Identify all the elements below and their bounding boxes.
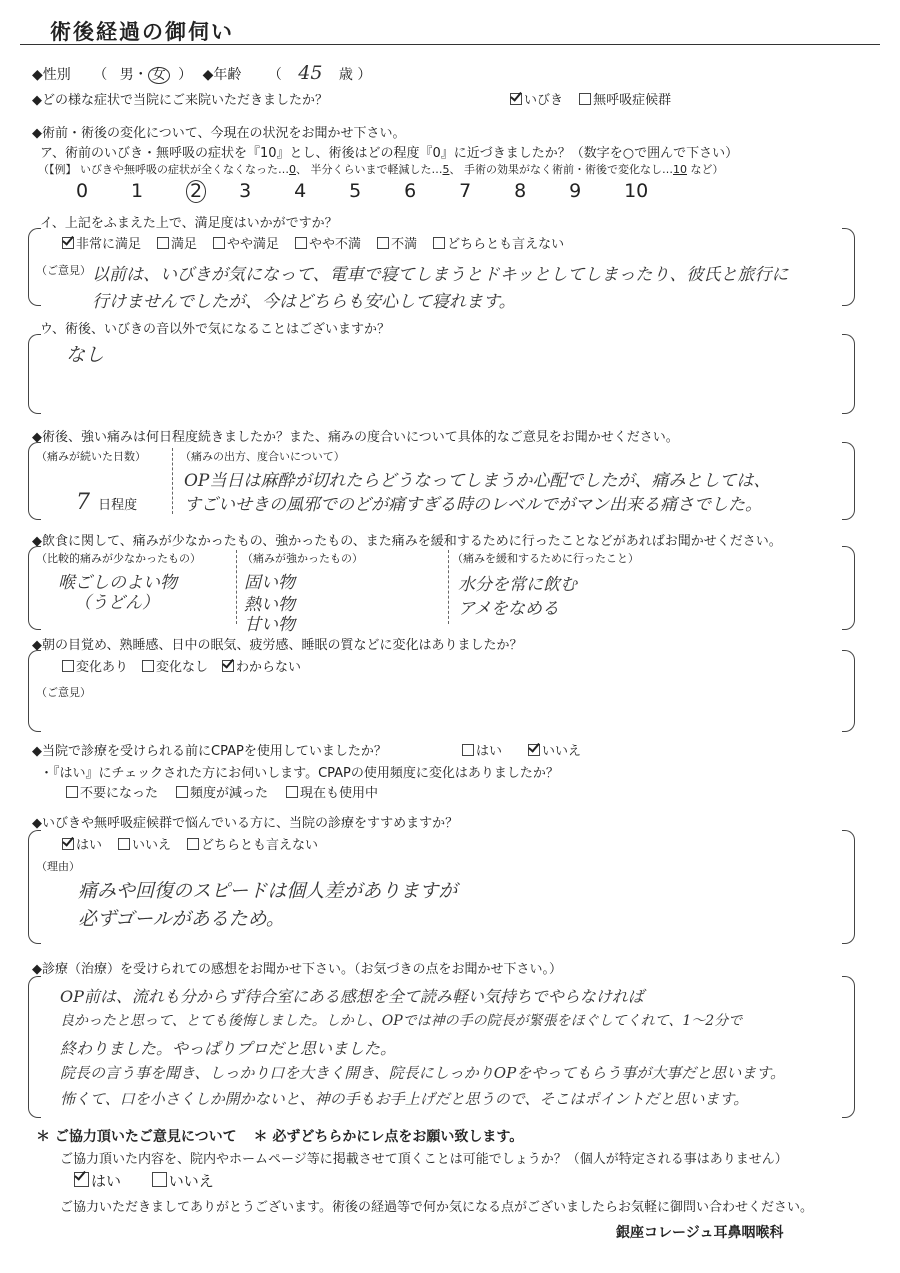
symptom-option-apnea[interactable] (579, 93, 671, 108)
recommend-option-label: はい (76, 838, 103, 853)
diet-relief-label: （痛みを緩和するために行ったこと） (452, 552, 639, 565)
diet-strong-item-2: 熱い物 (244, 595, 295, 615)
age-unit: 歳 ） (338, 67, 372, 83)
scale-number-9[interactable]: 9 (569, 180, 582, 202)
gender-dot: ・ (133, 67, 148, 83)
consent-question: ご協力頂いた内容を、院内やホームページ等に掲載させて頂くことは可能でしょうか？（個人が特定される事はありません） (60, 1152, 788, 1167)
sleep-question: ◆朝の目覚め、熟睡感、日中の眠気、疲労感、睡眠の質などに変化はありましたか？ (32, 638, 523, 653)
example-mid: 、 半分くらいまで軽減した… (296, 163, 443, 176)
checkbox-snoring[interactable] (510, 93, 522, 105)
satisfaction-option-4[interactable] (295, 237, 361, 252)
satisfaction-options (62, 233, 580, 252)
sleep-option-3[interactable] (222, 660, 301, 675)
profile-row (32, 62, 371, 84)
gender-label: ◆性別 (32, 67, 71, 83)
consent-options (74, 1170, 214, 1191)
symptom-option-snoring[interactable] (510, 93, 563, 108)
age-label: ◆年齢 (202, 67, 242, 83)
cpap-sub-checkbox-3[interactable] (286, 786, 298, 798)
satisfaction-opinion-line2: 行けませんでしたが、今はどちらも安心して寝れます。 (92, 292, 516, 312)
cpap-option-label: いいえ (542, 744, 582, 759)
recommend-option-label: どちらとも言えない (201, 838, 319, 853)
scale-number-7[interactable]: 7 (459, 180, 472, 202)
symptom-option-apnea-label: 無呼吸症候群 (593, 93, 672, 108)
cpap-sub-option-label: 現在も使用中 (300, 786, 379, 801)
symptom-options (510, 89, 671, 108)
change-question: ◆術前・術後の変化について、今現在の状況をお聞かせ下さい。 (32, 126, 406, 141)
satisfaction-opinion-label: （ご意見） (36, 264, 91, 277)
consent-heading-b: ＊ 必ずどちらかにレ点をお願い致します。 (253, 1129, 524, 1145)
cpap-option-1[interactable] (462, 744, 502, 759)
consent-option-yes-label: はい (91, 1172, 122, 1190)
cpap-sub-options (66, 782, 396, 801)
recommend-reason-line1: 痛みや回復のスピードは個人差がありますが (78, 880, 458, 902)
recommend-checkbox-1[interactable] (62, 838, 74, 850)
concern-bracket-left (28, 334, 41, 414)
satisfaction-option-label: どちらとも言えない (447, 237, 565, 252)
age-value[interactable]: 45 (298, 62, 323, 84)
recommend-option-2[interactable] (118, 838, 171, 853)
sleep-opinion-label: （ご意見） (36, 686, 91, 699)
recommend-question: ◆いびきや無呼吸症候群で悩んでいる方に、当院の診療をすすめますか？ (32, 816, 459, 831)
impression-question: ◆診療（治療）を受けられての感想をお聞かせ下さい。（お気づきの点をお聞かせ下さい。） (32, 962, 562, 977)
impression-line-5: 怖くて、口を小さくしか開かないと、神の手もお手上げだと思うので、そこはポイントだと思います。 (60, 1090, 749, 1108)
scale-number-5[interactable]: 5 (349, 180, 362, 202)
diet-less-line1: 喉ごしのよい物 (58, 573, 177, 593)
example-post: など） (687, 163, 724, 176)
cpap-sub-checkbox-2[interactable] (176, 786, 188, 798)
sleep-bracket-right (842, 650, 855, 732)
satisfaction-checkbox-2[interactable] (157, 237, 169, 249)
recommend-bracket-left (28, 830, 41, 944)
diet-strong-label: （痛みが強かったもの） (242, 552, 363, 565)
page-title: 術後経過の御伺い (50, 20, 234, 44)
diet-less-label: （比較的痛みが少なかったもの） (36, 552, 201, 565)
change-sub-a: ア、術前のいびき・無呼吸の症状を『10』とし、術後はどの程度『0』に近づきましたか？（数字を○で囲んで下さい） (40, 146, 739, 161)
sleep-option-2[interactable] (142, 660, 208, 675)
gender-open: （ (93, 67, 108, 83)
cpap-options (462, 740, 607, 759)
sleep-option-1[interactable] (62, 660, 128, 675)
clinic-name: 銀座コレージュ耳鼻咽喉科 (616, 1225, 784, 1241)
satisfaction-option-label: やや満足 (227, 237, 280, 252)
recommend-option-label: いいえ (132, 838, 172, 853)
satisfaction-question: イ、上記をふまえた上で、満足度はいかがですか？ (40, 216, 338, 231)
age-open: （ (267, 67, 282, 83)
satisfaction-option-3[interactable] (213, 237, 279, 252)
concern-answer: なし (66, 344, 105, 366)
sleep-checkbox-2[interactable] (142, 660, 154, 672)
symptom-option-snoring-label: いびき (524, 93, 564, 108)
sleep-option-label: わからない (236, 660, 302, 675)
cpap-sub-option-label: 頻度が減った (190, 786, 269, 801)
title-underline (20, 44, 880, 45)
satisfaction-checkbox-5[interactable] (377, 237, 389, 249)
diet-strong-item-3: 甘い物 (244, 615, 295, 635)
recommend-option-1[interactable] (62, 838, 102, 853)
gender-female-circled[interactable]: 女 (148, 67, 170, 84)
recommend-reason-label: （理由） (36, 860, 80, 873)
satisfaction-option-2[interactable] (157, 237, 197, 252)
pain-degree-label: （痛みの出方、度合いについて） (180, 450, 345, 463)
pain-days-label: （痛みが続いた日数） (36, 450, 146, 463)
cpap-sub-option-label: 不要になった (80, 786, 159, 801)
example-pre: （【例】 いびきや無呼吸の症状が全くなくなった… (38, 163, 289, 176)
diet-relief-line1: 水分を常に飲む (458, 575, 577, 595)
sleep-checkbox-3[interactable] (222, 660, 234, 672)
satisfaction-checkbox-3[interactable] (213, 237, 225, 249)
satisfaction-checkbox-1[interactable] (62, 237, 74, 249)
recommend-option-3[interactable] (187, 838, 318, 853)
consent-option-no-label: いいえ (168, 1172, 214, 1190)
pain-days-unit: 日程度 (98, 498, 138, 513)
diet-strong-item-1: 固い物 (244, 573, 295, 593)
impression-bracket-right (842, 976, 855, 1118)
impression-line-1: OP前は、流れも分からず待合室にある感想を全て読み軽い気持ちでやらなければ (60, 987, 644, 1006)
diet-bracket-right (842, 546, 855, 630)
scale-number-0[interactable]: 0 (76, 180, 89, 202)
checkbox-apnea[interactable] (579, 93, 591, 105)
pain-bracket-right (842, 442, 855, 520)
cpap-question: ◆当院で診療を受けられる前にCPAPを使用していましたか？ (32, 744, 387, 759)
sleep-checkbox-1[interactable] (62, 660, 74, 672)
pain-question: ◆術後、強い痛みは何日程度続きましたか？また、痛みの度合いについて具体的なご意見をお聞かせください。 (32, 430, 679, 445)
concern-question: ウ、術後、いびきの音以外で気になることはございますか？ (40, 322, 390, 337)
cpap-option-2[interactable] (528, 744, 581, 759)
recommend-checkbox-3[interactable] (187, 838, 199, 850)
consent-option-yes[interactable] (74, 1172, 121, 1190)
pain-separator (172, 448, 173, 514)
diet-separator-1 (236, 550, 237, 624)
satisfaction-option-6[interactable] (433, 237, 564, 252)
scale-number-10[interactable]: 10 (624, 180, 649, 202)
cpap-sub-option-1[interactable] (66, 786, 158, 801)
satisfaction-bracket-right (842, 228, 855, 306)
consent-option-no[interactable] (152, 1172, 214, 1190)
scale-number-3[interactable]: 3 (239, 180, 252, 202)
impression-bracket-left (28, 976, 41, 1118)
cpap-option-label: はい (476, 744, 503, 759)
pain-degree-line2: すごいせきの風邪でのどが痛すぎる時のレベルでがマン出来る痛さでした。 (184, 495, 762, 515)
satisfaction-opinion-line1: 以前は、いびきが気になって、電車で寝てしまうとドキッとしてしまったり、彼氏と旅行に (92, 265, 789, 285)
scale-number-4[interactable]: 4 (294, 180, 307, 202)
impression-line-2: 良かったと思って、とても後悔しました。しかし、OPでは神の手の院長が緊張をほぐしてくれて、1～2分で (60, 1013, 743, 1029)
symptom-question: ◆どの様な症状で当院にご来院いただきましたか？ (32, 93, 328, 108)
consent-heading (36, 1126, 523, 1146)
pain-days-value: 7 (76, 490, 90, 515)
change-example (38, 161, 724, 177)
consent-heading-a: ＊ ご協力頂いたご意見について (36, 1129, 237, 1145)
cpap-checkbox-2[interactable] (528, 744, 540, 756)
diet-question: ◆飲食に関して、痛みが少なかったもの、強かったもの、また痛みを緩和するために行ったことなどがあればお聞かせください。 (32, 534, 782, 549)
recommend-reason-line2: 必ずゴールがあるため。 (78, 908, 285, 930)
sleep-option-label: 変化あり (76, 660, 129, 675)
checkbox-consent-no[interactable] (152, 1172, 167, 1187)
gender-male[interactable]: 男 (119, 67, 134, 83)
concern-bracket-right (842, 334, 855, 414)
cpap-sub-question: ・『はい』にチェックされた方にお伺いします。CPAPの使用頻度に変化はありましたか？ (40, 766, 559, 781)
impression-line-4: 院長の言う事を聞き、しっかり口を大きく開き、院長にしっかりOPをやってもらう事が大事だと思います。 (60, 1064, 785, 1082)
pain-days (76, 490, 137, 515)
cpap-checkbox-1[interactable] (462, 744, 474, 756)
scale-row (76, 180, 679, 203)
diet-less-line2: （うどん） (74, 593, 159, 613)
scale-number-6[interactable]: 6 (404, 180, 417, 202)
sleep-option-label: 変化なし (156, 660, 209, 675)
cpap-sub-option-3[interactable] (286, 786, 378, 801)
scale-number-1[interactable]: 1 (131, 180, 144, 202)
scale-number-2[interactable]: 2 (186, 180, 206, 203)
checkbox-consent-yes[interactable] (74, 1172, 89, 1187)
diet-separator-2 (448, 550, 449, 624)
example-0: 0 (289, 163, 296, 176)
cpap-sub-option-2[interactable] (176, 786, 268, 801)
satisfaction-option-5[interactable] (377, 237, 417, 252)
scale-number-8[interactable]: 8 (514, 180, 527, 202)
satisfaction-checkbox-6[interactable] (433, 237, 445, 249)
cpap-sub-checkbox-1[interactable] (66, 786, 78, 798)
pain-degree-line1: OP当日は麻酔が切れたらどうなってしまうか心配でしたが、痛みとしては、 (184, 471, 771, 491)
gender-close: ） (178, 67, 193, 83)
recommend-checkbox-2[interactable] (118, 838, 130, 850)
diet-relief-line2: アメをなめる (458, 599, 559, 619)
recommend-bracket-right (842, 830, 855, 944)
recommend-options (62, 834, 334, 853)
satisfaction-option-label: 満足 (171, 237, 198, 252)
example-mid2: 、 手術の効果がなく術前・術後で変化なし… (449, 163, 673, 176)
satisfaction-checkbox-4[interactable] (295, 237, 307, 249)
satisfaction-option-1[interactable] (62, 237, 141, 252)
satisfaction-option-label: 不満 (391, 237, 418, 252)
sleep-options (62, 656, 315, 675)
impression-line-3: 終わりました。やっぱりプロだと思いました。 (60, 1039, 397, 1058)
thanks-text: ご協力いただきましてありがとうございます。術後の経過等で何か気になる点がございましたらお気軽に御問い合わせください。 (60, 1200, 813, 1215)
example-10: 10 (673, 163, 687, 176)
satisfaction-option-label: 非常に満足 (76, 237, 142, 252)
satisfaction-option-label: やや不満 (309, 237, 362, 252)
example-5: 5 (442, 163, 450, 176)
